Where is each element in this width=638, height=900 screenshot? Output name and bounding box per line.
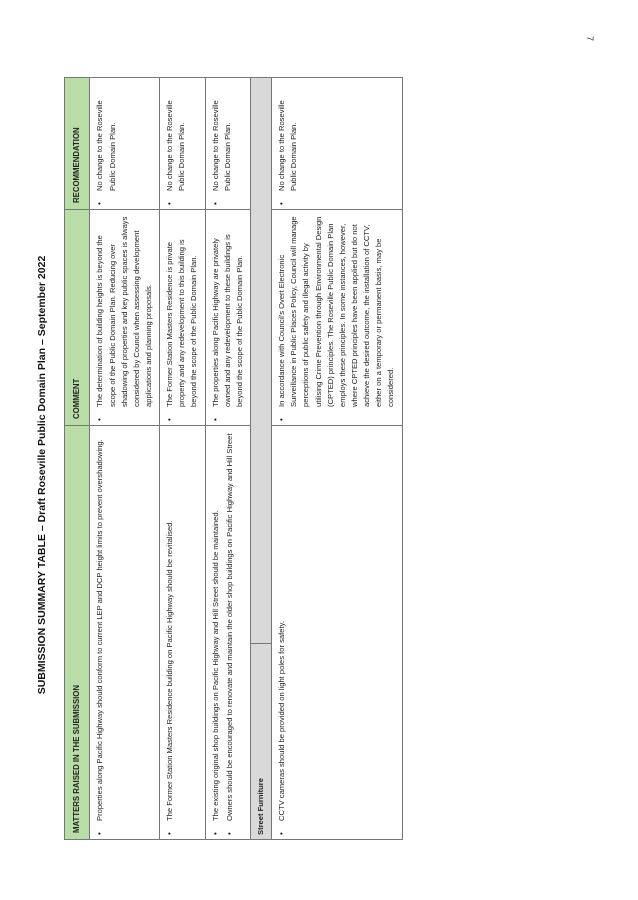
bullet-icon: • [210, 418, 220, 421]
comment-text: The properties along Pacific Highway are privately owned and any redevelopment to these buildings is beyond the scope of the Public Domain Plan. [210, 234, 244, 407]
matter-text: The existing original shop buildings on Pacific Highway and Hill Street should be maintained. [210, 510, 220, 821]
matter-text: CCTV cameras should be provided on light poles for safety. [277, 621, 287, 821]
bullet-icon: • [224, 832, 234, 835]
bullet-icon: • [95, 202, 105, 205]
section-label: Street Furniture [251, 644, 272, 840]
section-fill [251, 77, 272, 643]
recommendation-cell [90, 77, 160, 209]
matter-text: Owners should be encouraged to renovate and maintain the older shop buildings on Pacific Highway and Hill Street [224, 433, 234, 821]
submission-summary-table [64, 77, 403, 840]
comment-cell [272, 209, 402, 425]
table-row [90, 77, 160, 839]
page-number: 7 [585, 36, 595, 42]
recommendation-text: No change to the Roseville Public Domain Plan. [95, 100, 117, 191]
recommendation-cell [272, 77, 402, 209]
matters-cell [90, 425, 160, 839]
recommendation-cell [160, 77, 205, 209]
section-row [251, 77, 272, 839]
matters-cell [272, 425, 402, 839]
matters-cell [160, 425, 205, 839]
header-recommendation: RECOMMENDATION [65, 77, 90, 209]
comment-text: The determination of building heights is beyond the scope of the Public Domain Plan. Reducing over shadowing of properties and key public spaces is always considered by Council when assessing development applications and planning proposals. [95, 216, 154, 407]
matter-text: The Former Station Masters Residence building on Pacific Highway should be revitalised. [165, 520, 175, 821]
header-comment: COMMENT [65, 209, 90, 425]
table-row [272, 77, 402, 839]
comment-cell [160, 209, 205, 425]
comment-text: In accordance with Council's Overt Electronic Surveillance in Public Places Policy, Council will manage perceptions of public safety and illegal activity by utilising Crime Prevention through Environmental Design (CPTED) principles. The Roseville Public Domain Plan employs these principles. In some instances, however, where CPTED principles have been applied but do not achieve the desired outcome, the installation of CCTV, either on a temporary or permanent basis, may be considered. [277, 216, 396, 407]
table-row [160, 77, 205, 839]
table-header-row [65, 77, 90, 839]
matter-text: Properties along Pacific Highway should conform to current LEP and DCP height limits to prevent overshadowing. [95, 439, 105, 821]
matters-cell [205, 425, 250, 839]
document-title: SUBMISSION SUMMARY TABLE – Draft Roseville Public Domain Plan – September 2022 [36, 255, 48, 695]
bullet-icon: • [165, 418, 175, 421]
recommendation-cell [205, 77, 250, 209]
recommendation-text: No change to the Roseville Public Domain Plan. [210, 100, 232, 191]
bullet-icon: • [277, 832, 287, 835]
bullet-icon: • [210, 832, 220, 835]
bullet-icon: • [95, 418, 105, 421]
bullet-icon: • [95, 832, 105, 835]
bullet-icon: • [277, 418, 287, 421]
bullet-icon: • [165, 832, 175, 835]
comment-text: The Former Station Masters Residence is private property and any redevelopment to this building is beyond the scope of the Public Domain Plan. [165, 239, 199, 407]
header-matters: MATTERS RAISED IN THE SUBMISSION [65, 425, 90, 839]
table-row [205, 77, 250, 839]
comment-cell [205, 209, 250, 425]
bullet-icon: • [277, 202, 287, 205]
comment-cell [90, 209, 160, 425]
recommendation-text: No change to the Roseville Public Domain Plan. [165, 100, 187, 191]
bullet-icon: • [210, 202, 220, 205]
recommendation-text: No change to the Roseville Public Domain Plan. [277, 100, 299, 191]
bullet-icon: • [165, 202, 175, 205]
